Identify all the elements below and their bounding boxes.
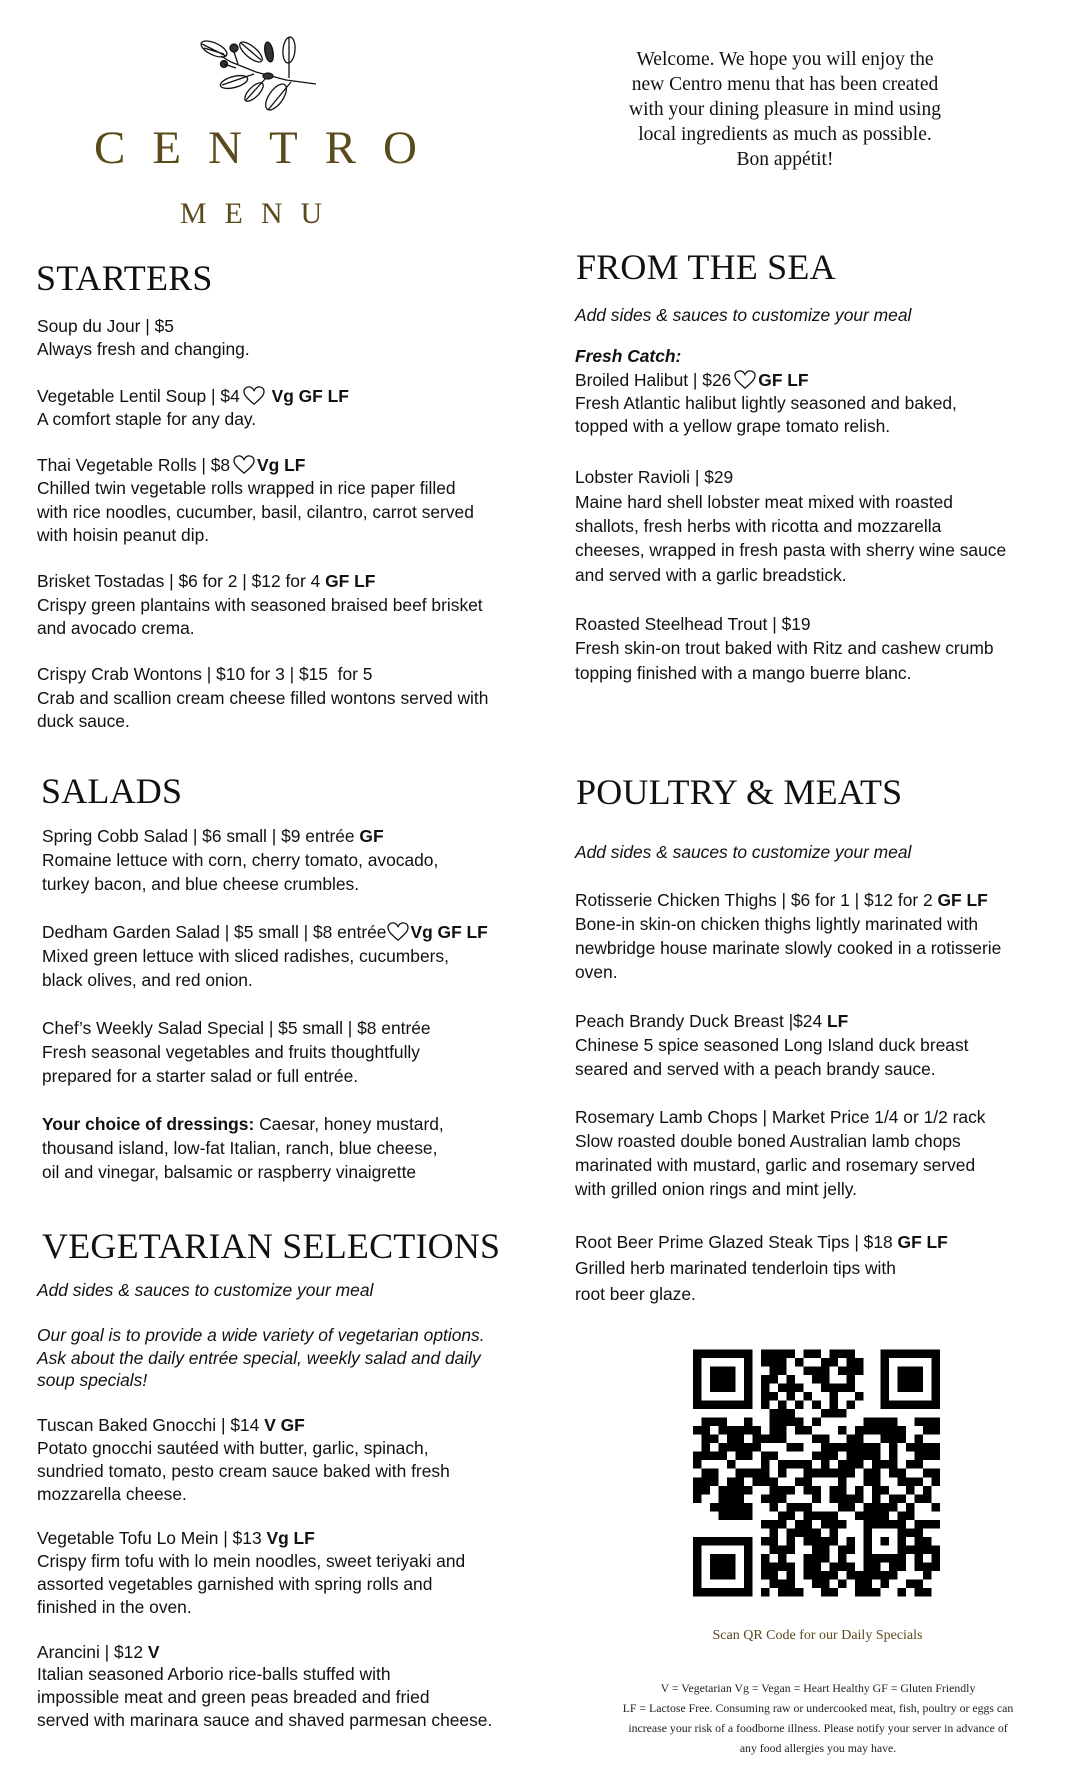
menu-item bbox=[575, 465, 1085, 586]
section-title-sea: FROM THE SEA bbox=[576, 247, 836, 287]
menu-item bbox=[37, 1527, 557, 1618]
section-title-poultry: POULTRY & MEATS bbox=[576, 772, 903, 812]
salads-list bbox=[42, 824, 562, 1184]
section-intro: Our goal is to provide a wide variety of vegetarian options. bbox=[37, 1324, 485, 1345]
dietary-tags: LF bbox=[827, 1011, 849, 1031]
item-description: Maine hard shell lobster meat mixed with roasted bbox=[575, 491, 953, 512]
item-description: newbridge house marinate slowly cooked in a rotisserie bbox=[575, 938, 1002, 958]
heart-icon bbox=[233, 455, 255, 475]
item-description: Chilled twin vegetable rolls wrapped in rice paper filled bbox=[37, 478, 456, 499]
menu-item bbox=[37, 663, 557, 733]
menu-item bbox=[37, 385, 557, 432]
item-description: with hoisin peanut dip. bbox=[37, 525, 210, 546]
item-description: Fresh skin-on trout baked with Ritz and cashew crumb bbox=[575, 638, 994, 659]
item-name: Dedham Garden Salad | $5 small | $8 entrée bbox=[42, 922, 387, 942]
item-description: impossible meat and green peas breaded and fried bbox=[37, 1687, 430, 1708]
item-name: Tuscan Baked Gnocchi | $14 bbox=[37, 1415, 260, 1436]
dietary-tags: GF LF bbox=[758, 369, 809, 390]
brand-name: CENTRO bbox=[94, 122, 444, 174]
item-name: Crispy Crab Wontons | $10 for 3 | $15 for 5 bbox=[37, 664, 373, 685]
item-description: marinated with mustard, garlic and rosemary served bbox=[575, 1155, 976, 1175]
item-name: Root Beer Prime Glazed Steak Tips | $18 bbox=[575, 1232, 893, 1252]
olive-branch-icon bbox=[196, 34, 321, 114]
poultry-list bbox=[575, 840, 1085, 1307]
menu-item bbox=[575, 1009, 1085, 1081]
qr-caption: Scan QR Code for our Daily Specials bbox=[712, 1628, 923, 1643]
menu-item bbox=[42, 1016, 562, 1088]
item-description: Fresh Atlantic halibut lightly seasoned and baked, bbox=[575, 392, 957, 413]
item-description: finished in the oven. bbox=[37, 1596, 192, 1617]
heart-icon bbox=[243, 386, 265, 406]
item-name: Soup du Jour | $5 bbox=[37, 316, 174, 336]
item-description: shallots, fresh herbs with ricotta and mozzarella bbox=[575, 516, 942, 537]
item-description: Bone-in skin-on chicken thighs lightly marinated with bbox=[575, 914, 979, 934]
disclaimer-line: any food allergies you may have. bbox=[739, 1741, 897, 1755]
item-description: Slow roasted double boned Australian lamb chops bbox=[575, 1131, 961, 1151]
disclaimer-line: increase your risk of a foodborne illness. Please notify your server in advance of bbox=[628, 1721, 1008, 1735]
section-note: Add sides & sauces to customize your meal bbox=[575, 842, 912, 862]
dietary-tags: Vg LF bbox=[257, 455, 306, 476]
item-name: Vegetable Tofu Lo Mein | $13 bbox=[37, 1528, 262, 1549]
item-name: Spring Cobb Salad | $6 small | $9 entrée bbox=[42, 826, 360, 846]
item-description: Grilled herb marinated tenderloin tips with bbox=[575, 1258, 896, 1278]
menu-item bbox=[37, 1641, 557, 1732]
menu-item bbox=[575, 1229, 1085, 1307]
item-description: duck sauce. bbox=[37, 710, 130, 731]
dietary-legend: V = Vegetarian Vg = Vegan = Heart Healthy GF = Gluten Friendly bbox=[660, 1681, 976, 1695]
item-description: and avocado crema. bbox=[37, 617, 195, 638]
welcome-line: Bon appétit! bbox=[736, 149, 834, 170]
heart-icon bbox=[387, 922, 409, 942]
dressings-text: oil and vinegar, balsamic or raspberry vinaigrette bbox=[42, 1162, 417, 1182]
footer-disclaimer bbox=[578, 1678, 1058, 1758]
vegetarian-list bbox=[37, 1279, 557, 1732]
menu-item bbox=[37, 315, 557, 362]
item-name: Peach Brandy Duck Breast |$24 bbox=[575, 1011, 823, 1031]
section-title-salads: SALADS bbox=[41, 771, 183, 811]
item-description: with rice noodles, cucumber, basil, cilantro, carrot served bbox=[37, 501, 474, 522]
dietary-tags: GF LF bbox=[325, 571, 376, 592]
dietary-tags: V GF bbox=[264, 1415, 305, 1436]
item-name: Vegetable Lentil Soup | $4 bbox=[37, 385, 240, 406]
dietary-tags: Vg LF bbox=[266, 1528, 315, 1549]
item-description: oven. bbox=[575, 962, 618, 982]
item-name: Brisket Tostadas | $6 for 2 | $12 for 4 bbox=[37, 571, 321, 592]
item-description: A comfort staple for any day. bbox=[37, 408, 257, 429]
menu-item bbox=[575, 369, 1085, 439]
item-description: assorted vegetables garnished with spring rolls and bbox=[37, 1573, 433, 1594]
welcome-line: new Centro menu that has been created bbox=[631, 74, 939, 95]
dressings-text: Caesar, honey mustard, bbox=[254, 1114, 444, 1134]
section-title-vegetarian: VEGETARIAN SELECTIONS bbox=[42, 1226, 501, 1266]
item-description: Italian seasoned Arborio rice-balls stuffed with bbox=[37, 1664, 391, 1685]
item-description: served with marinara sauce and shaved parmesan cheese. bbox=[37, 1709, 493, 1730]
item-description: Fresh seasonal vegetables and fruits thoughtfully bbox=[42, 1042, 420, 1062]
item-description: root beer glaze. bbox=[575, 1284, 696, 1304]
menu-item bbox=[42, 920, 562, 992]
menu-subtitle: MENU bbox=[179, 197, 341, 230]
dressings-text: thousand island, low-fat Italian, ranch, blue cheese, bbox=[42, 1138, 438, 1158]
welcome-message bbox=[590, 47, 980, 172]
dietary-tags: GF bbox=[359, 826, 384, 846]
item-description: with grilled onion rings and mint jelly. bbox=[575, 1179, 857, 1199]
item-description: seared and served with a peach brandy sauce. bbox=[575, 1059, 936, 1079]
item-description: and served with a garlic breadstick. bbox=[575, 564, 847, 585]
welcome-line: Welcome. We hope you will enjoy the bbox=[636, 49, 934, 70]
heart-icon bbox=[734, 370, 756, 390]
item-description: Crab and scallion cream cheese filled wontons served with bbox=[37, 687, 489, 708]
dietary-tags: GF LF bbox=[897, 1232, 948, 1252]
menu-item bbox=[575, 612, 1085, 685]
item-description: Crispy green plantains with seasoned braised beef brisket bbox=[37, 594, 483, 615]
item-description: prepared for a starter salad or full entrée. bbox=[42, 1066, 359, 1086]
item-name: Rotisserie Chicken Thighs | $6 for 1 | $12 for 2 bbox=[575, 890, 933, 910]
section-note: Add sides & sauces to customize your meal bbox=[575, 305, 912, 325]
menu-item bbox=[575, 1105, 1085, 1201]
item-description: Potato gnocchi sautéed with butter, garlic, spinach, bbox=[37, 1437, 429, 1458]
item-name: Arancini | $12 bbox=[37, 1641, 144, 1662]
menu-item bbox=[37, 454, 557, 547]
item-description: sundried tomato, pesto cream sauce baked with fresh bbox=[37, 1460, 450, 1481]
disclaimer-line: LF = Lactose Free. Consuming raw or undercooked meat, fish, poultry or eggs can bbox=[622, 1701, 1014, 1715]
menu-item bbox=[37, 1414, 557, 1505]
item-name: Roasted Steelhead Trout | $19 bbox=[575, 613, 811, 634]
item-description: Crispy firm tofu with lo mein noodles, sweet teriyaki and bbox=[37, 1551, 466, 1572]
item-description: Romaine lettuce with corn, cherry tomato, avocado, bbox=[42, 850, 439, 870]
item-name: Lobster Ravioli | $29 bbox=[575, 467, 734, 488]
menu-item bbox=[575, 888, 1085, 984]
item-description: Always fresh and changing. bbox=[37, 339, 250, 360]
section-note: Add sides & sauces to customize your meal bbox=[37, 1280, 374, 1300]
item-description: topped with a yellow grape tomato relish. bbox=[575, 416, 891, 437]
dietary-tags: V bbox=[147, 1641, 160, 1662]
fresh-catch-label: Fresh Catch: bbox=[575, 346, 682, 367]
menu-item bbox=[37, 570, 557, 640]
dressings-label: Your choice of dressings: bbox=[42, 1114, 255, 1134]
section-intro: Ask about the daily entrée special, weekly salad and daily bbox=[37, 1347, 481, 1368]
item-name: Thai Vegetable Rolls | $8 bbox=[37, 455, 231, 476]
item-description: Mixed green lettuce with sliced radishes, cucumbers, bbox=[42, 946, 449, 966]
item-name: Broiled Halibut | $26 bbox=[575, 369, 732, 390]
menu-item bbox=[42, 824, 562, 896]
sea-list bbox=[575, 304, 1085, 685]
item-description: black olives, and red onion. bbox=[42, 970, 253, 990]
dietary-tags: GF LF bbox=[937, 890, 988, 910]
item-description: Chinese 5 spice seasoned Long Island duck breast bbox=[575, 1035, 969, 1055]
item-name: Chef’s Weekly Salad Special | $5 small | $8 entrée bbox=[42, 1018, 431, 1038]
dressings-info bbox=[42, 1112, 562, 1184]
welcome-line: with your dining pleasure in mind using bbox=[629, 99, 941, 120]
item-description: mozzarella cheese. bbox=[37, 1483, 187, 1504]
welcome-line: local ingredients as much as possible. bbox=[638, 124, 932, 145]
item-description: cheeses, wrapped in fresh pasta with sherry wine sauce bbox=[575, 540, 1007, 561]
item-description: turkey bacon, and blue cheese crumbles. bbox=[42, 874, 360, 894]
section-title-starters: STARTERS bbox=[36, 258, 213, 298]
qr-code[interactable] bbox=[693, 1348, 940, 1598]
dietary-tags: Vg GF LF bbox=[410, 922, 488, 942]
starters-list bbox=[37, 315, 557, 733]
item-description: topping finished with a mango buerre blanc. bbox=[575, 662, 912, 683]
item-name: Rosemary Lamb Chops | Market Price 1/4 or 1/2 rack bbox=[575, 1107, 986, 1127]
dietary-tags: Vg GF LF bbox=[271, 385, 349, 406]
section-intro: soup specials! bbox=[37, 1370, 148, 1391]
